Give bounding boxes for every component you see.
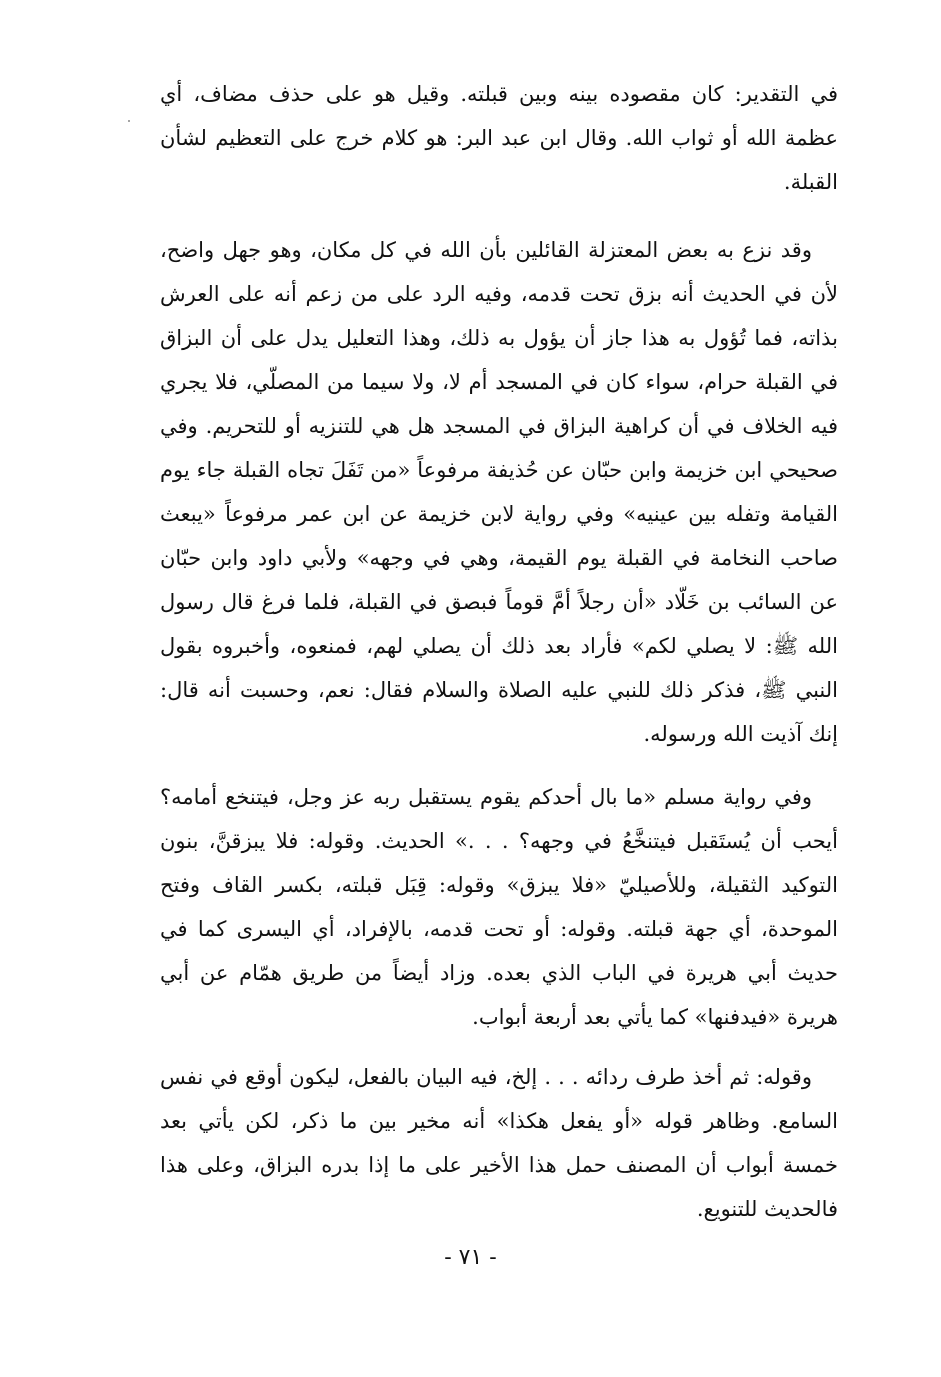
paragraph-2-text: وقد نزع به بعض المعتزلة القائلين بأن الله في كل مكان، وهو جهل واضح، لأن في الحديث أنه بزق تحت قدمه، وفيه الرد على من زعم أنه على العرش بذاته، فما تُؤول به هذا جاز أن يؤول به ذلك، وهذا التعليل يدل على أن البزاق في القبلة حرام، سواء كان في المسجد أم لا، ولا سيما من المصلّي، فلا يجري فيه الخلاف في أن كراهية البزاق في المسجد هل هي للتنزيه أو للتحريم. وفي صحيحي ابن خزيمة وابن حبّان عن حُذيفة مرفوعاً «من تَفَلَ تجاه القبلة جاء يوم القيامة وتفله بين عينيه» وفي رواية لابن خزيمة عن ابن عمر مرفوعاً «يبعث صاحب النخامة في القبلة يوم القيمة، وهي في وجهه» ولأبي داود وابن حبّان عن السائب بن خَلّاد «أن رجلاً أمَّ قوماً فبصق في القبلة، فلما فرغ قال رسول الله ﷺ: لا يصلي لكم» فأراد بعد ذلك أن يصلي لهم، فمنعوه، وأخبروه بقول النبي ﷺ، فذكر ذلك للنبي عليه الصلاة والسلام فقال: نعم، وحسبت أنه قال: إنك آذيت الله ورسوله. xyxy=(160,238,838,746)
paragraph-1-text: في التقدير: كان مقصوده بينه وبين قبلته. وقيل هو على حذف مضاف، أي عظمة الله أو ثواب الله. وقال ابن عبد البر: هو كلام خرج على التعظيم لشأن القبلة. xyxy=(160,82,838,194)
margin-speck xyxy=(128,120,130,122)
paragraph-3-text: وفي رواية مسلم «ما بال أحدكم يقوم يستقبل ربه عز وجل، فيتنخع أمامه؟ أيحب أن يُستَقبل فيتنخَّعُ في وجهه؟ . . .» الحديث. وقوله: فلا يبزقنَّ، بنون التوكيد الثقيلة، وللأصيليّ «فلا يبزق» وقوله: قِبَل قبلته، بكسر القاف وفتح الموحدة، أي جهة قبلته. وقوله: أو تحت قدمه، بالإفراد، أي اليسرى كما في حديث أبي هريرة في الباب الذي بعده. وزاد أيضاً من طريق همّام عن أبي هريرة «فيدفنها» كما يأتي بعد أربعة أبواب. xyxy=(160,785,838,1029)
paragraph-2 xyxy=(160,228,838,756)
paragraph-4-text: وقوله: ثم أخذ طرف ردائه . . . إلخ، فيه البيان بالفعل، ليكون أوقع في نفس السامع. وظاهر قوله «أو يفعل هكذا» أنه مخير بين ما ذكر، لكن يأتي بعد خمسة أبواب أن المصنف حمل هذا الأخير على ما إذا بدره البزاق، وعلى هذا فالحديث للتنويع. xyxy=(160,1065,838,1221)
paragraph-3 xyxy=(160,775,838,1039)
page-number: - ٧١ - xyxy=(444,1245,497,1270)
paragraph-1 xyxy=(160,72,838,204)
paragraph-4 xyxy=(160,1055,838,1231)
